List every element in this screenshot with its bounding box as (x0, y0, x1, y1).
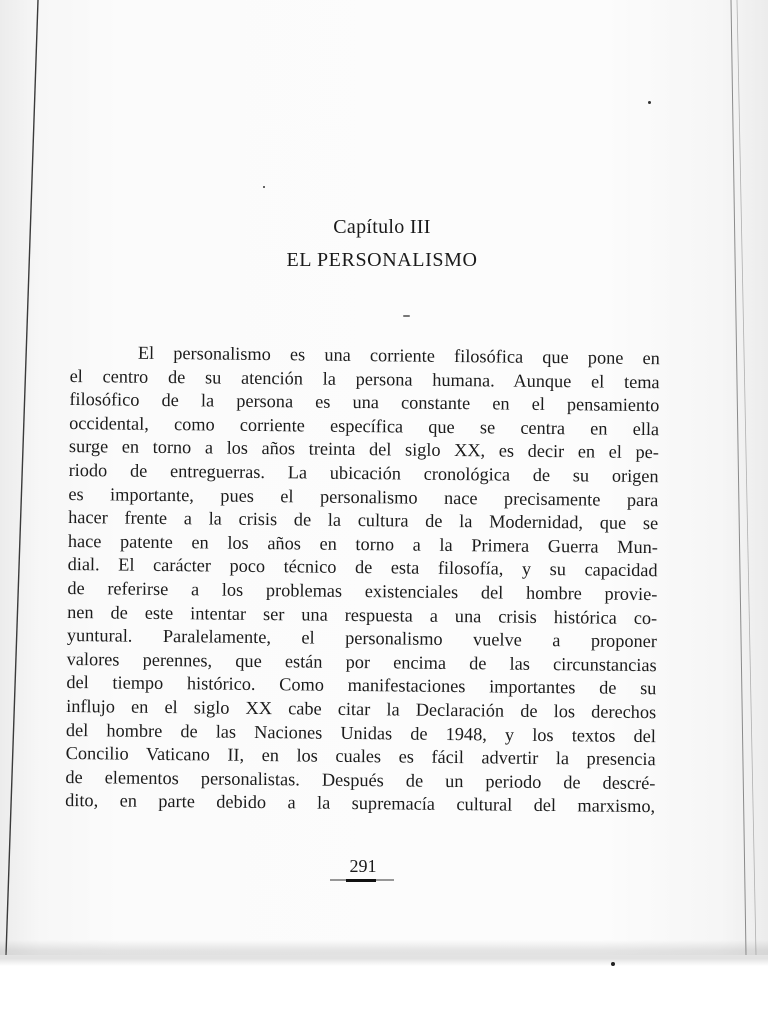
text-line: del tiempo histórico. Como manifestaciones importantes de su (66, 672, 657, 699)
text-line: dial. El carácter poco técnico de esta filosofía, y su capacidad (67, 554, 658, 581)
text-line: filosófico de la persona es una constante en el pensamiento (69, 389, 660, 416)
text-line: occidental, como corriente específica que se centra en ella (69, 412, 660, 439)
dust-speck (648, 101, 651, 104)
text-line: valores perennes, que están por encima de las circunstancias (66, 648, 657, 675)
text-line: hacer frente a la crisis de la cultura de la Modernidad, que se (68, 507, 659, 534)
text-line: yuntural. Paralelamente, el personalismo vuelve a proponer (66, 625, 657, 652)
dust-speck (263, 186, 265, 188)
page-number: 291 (349, 856, 377, 876)
page-left-edge (0, 0, 40, 955)
text-line: de elementos personalistas. Después de un periodo de descré- (65, 766, 656, 793)
page-number-rule (330, 879, 394, 882)
text-line: riodo de entreguerras. La ubicación cronológica de su origen (68, 459, 659, 487)
text-line: de referirse a los problemas existenciales del hombre provie- (67, 577, 658, 605)
text-line: dito, en parte debido a la supremacía cultural del marxismo, (65, 790, 656, 817)
page-bottom-shadow (0, 940, 768, 966)
text-line: El personalismo es una corriente filosófica que pone en (137, 342, 660, 369)
text-line: nen de este intentar ser una respuesta a una crisis histórica co- (67, 601, 658, 628)
text-line: influjo en el siglo XX cabe citar la Declaración de los derechos (66, 695, 657, 723)
chapter-label: Capítulo III (333, 216, 431, 238)
text-line: hace patente en los años en torno a la Primera Guerra Mun- (67, 530, 658, 557)
text-line: es importante, pues el personalismo nace precisamente para (68, 483, 659, 510)
text-line: Concilio Vaticano II, en los cuales es fácil advertir la presencia (65, 743, 656, 770)
dust-speck (611, 962, 615, 966)
text-line: el centro de su atención la persona humana. Aunque el tema (69, 365, 660, 392)
chapter-heading (0, 216, 768, 272)
text-line: surge en torno a los años treinta del siglo XX, es decir en el pe- (68, 436, 659, 463)
text-line: del hombre de las Naciones Unidas de 1948, y los textos del (65, 719, 657, 746)
dust-speck (403, 315, 410, 317)
page-right-edge (728, 0, 768, 955)
body-paragraph (65, 341, 660, 819)
chapter-title: EL PERSONALISMO (286, 249, 478, 271)
